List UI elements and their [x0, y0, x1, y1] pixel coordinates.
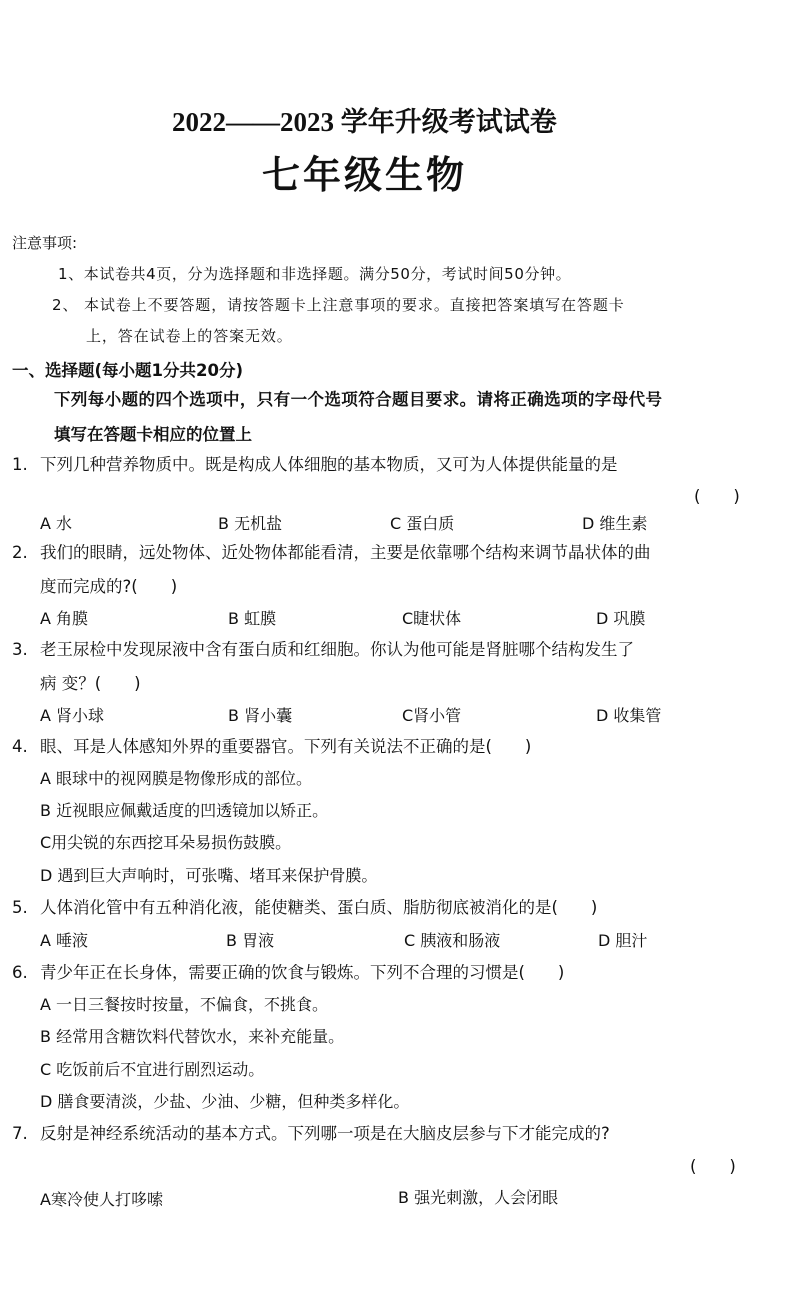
- question-stem: 老王尿检中发现尿液中含有蛋白质和红细胞。你认为他可能是肾脏哪个结构发生了: [40, 640, 634, 659]
- question-number: 5.: [12, 898, 28, 917]
- question-number: 3.: [12, 640, 28, 659]
- question-stem: 我们的眼睛，远处物体、近处物体都能看清，主要是依靠哪个结构来调节晶状体的曲: [40, 543, 651, 562]
- option-d: D 遇到巨大声响时，可张嘴、堵耳来保护骨膜。: [40, 866, 378, 885]
- answer-paren: ( ): [694, 487, 740, 506]
- option-a: A 水: [40, 514, 73, 533]
- section-instruction-line-1: 下列每小题的四个选项中，只有一个选项符合题目要求。请将正确选项的字母代号: [54, 390, 663, 409]
- option-a: A 角膜: [40, 609, 89, 628]
- subject-title: 七年级生物: [262, 153, 468, 197]
- option-d: D 维生素: [582, 514, 648, 533]
- option-b: B 无机盐: [218, 514, 283, 533]
- option-c: C睫状体: [402, 609, 462, 628]
- question-stem-line-2: 病 变？( ): [40, 674, 141, 693]
- option-c: C 吃饭前后不宜进行剧烈运动。: [40, 1060, 265, 1079]
- question-number: 6.: [12, 963, 28, 982]
- question-stem: 人体消化管中有五种消化液，能使糖类、蛋白质、脂肪彻底被消化的是( ): [40, 898, 598, 917]
- notice-item-2-line-2: 上，答在试卷上的答案无效。: [86, 327, 293, 345]
- question-stem: 下列几种营养物质中。既是构成人体细胞的基本物质，又可为人体提供能量的是: [40, 455, 618, 474]
- question-number: 2.: [12, 543, 28, 562]
- question-number: 4.: [12, 737, 28, 756]
- option-c: C用尖锐的东西挖耳朵易损伤鼓膜。: [40, 833, 292, 852]
- notice-heading: 注意事项:: [12, 234, 78, 252]
- question-stem: 眼、耳是人体感知外界的重要器官。下列有关说法不正确的是( ): [40, 737, 532, 756]
- option-b: B 经常用含糖饮料代替饮水，来补充能量。: [40, 1027, 345, 1046]
- notice-item-1: 1、本试卷共4页，分为选择题和非选择题。满分50分，考试时间50分钟。: [58, 265, 572, 283]
- option-b: B 虹膜: [228, 609, 277, 628]
- exam-title: 2022——2023 学年升级考试试卷: [172, 107, 557, 137]
- notice-item-2-line-1: 2、 本试卷上不要答题，请按答题卡上注意事项的要求。直接把答案填写在答题卡: [52, 296, 625, 314]
- option-a: A 一日三餐按时按量，不偏食，不挑食。: [40, 995, 329, 1014]
- option-b: B 强光刺激，人会闭眼: [398, 1188, 559, 1207]
- option-c: C 胰液和肠液: [404, 931, 501, 950]
- answer-paren: ( ): [690, 1157, 736, 1176]
- question-number: 1.: [12, 455, 28, 474]
- option-d: D 巩膜: [596, 609, 646, 628]
- option-b: B 肾小囊: [228, 706, 293, 725]
- question-number: 7.: [12, 1124, 28, 1143]
- section-instruction-line-2: 填写在答题卡相应的位置上: [54, 425, 252, 444]
- option-a: A寒冷使人打哆嗦: [40, 1190, 163, 1209]
- option-a: A 眼球中的视网膜是物像形成的部位。: [40, 769, 313, 788]
- option-a: A 唾液: [40, 931, 89, 950]
- option-d: D 胆汁: [598, 931, 648, 950]
- option-d: D 收集管: [596, 706, 662, 725]
- question-stem-line-2: 度而完成的?( ): [40, 577, 178, 596]
- option-b: B 近视眼应佩戴适度的凹透镜加以矫正。: [40, 801, 329, 820]
- section-heading: 一、选择题(每小题1分共20分): [12, 361, 244, 380]
- question-stem: 青少年正在长身体，需要正确的饮食与锻炼。下列不合理的习惯是( ): [40, 963, 565, 982]
- option-d: D 膳食要清淡，少盐、少油、少糖，但种类多样化。: [40, 1092, 410, 1111]
- option-c: C 蛋白质: [390, 514, 455, 533]
- option-c: C肾小管: [402, 706, 462, 725]
- question-stem: 反射是神经系统活动的基本方式。下列哪一项是在大脑皮层参与下才能完成的?: [40, 1124, 610, 1143]
- option-b: B 胃液: [226, 931, 275, 950]
- option-a: A 肾小球: [40, 706, 105, 725]
